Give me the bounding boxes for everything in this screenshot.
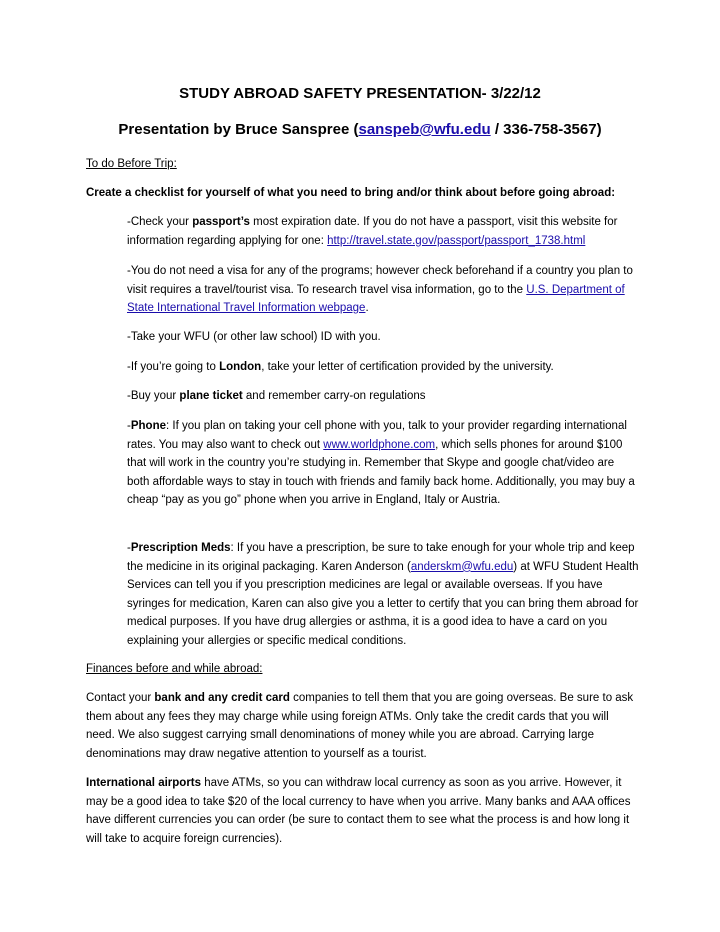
phone-text-2: , which sells phones for around $100 that will work in the country you’re studying in. Remember that Skype and google chat/video are both affordable ways to stay in touch with friends and family back home. Additionally, you may buy a cheap “pay as you go” phone when you arrive in England, Italy or Austria. <box>127 438 635 507</box>
phone-bold: Phone <box>130 420 166 432</box>
id-item: -Take your WFU (or other law school) ID with you. <box>127 331 381 343</box>
checklist-intro-text: Create a checklist for yourself of what you need to bring and/or think about before going abroad: <box>86 187 616 199</box>
meds-text-2: ) at WFU Student Health Services can tell you if you prescription medicines are legal or available overseas. If you have syringes for medication, Karen can also give you a letter to certify that you can bring them abroad for medical purposes. If you have drug allergies or asthma, it is a good idea to have a card on you explaining your allergies or specific medical conditions. <box>127 560 639 647</box>
banks-paragraph <box>86 689 638 763</box>
karen-email-link[interactable]: anderskm@wfu.edu <box>410 560 514 573</box>
phone-text-1: : If you plan on taking your cell phone with you, talk to your provider regarding international rates. You may also want to check out <box>127 420 627 451</box>
ticket-bold: plane ticket <box>179 390 243 402</box>
presenter-line <box>0 121 720 138</box>
phone-pre: - <box>127 420 131 432</box>
banks-post: companies to tell them that you are going overseas. Be sure to ask them about any fees they may charge while using foreign ATMs. Only take the credit cards that you will need. We also suggest carrying small denominations of money while you are abroad. Carrying large denominations may draw negative attention to yourself as a tourist. <box>86 692 634 760</box>
state-dept-link[interactable]: U.S. Department of State International Travel Information webpage <box>127 283 625 315</box>
airports-bold: International airports <box>86 777 202 789</box>
visa-pre: -You do not need a visa for any of the programs; however check beforehand if a country you plan to visit requires a travel/tourist visa. To research travel visa information, go to the <box>127 265 633 296</box>
ticket-post: and remember carry-on regulations <box>242 390 426 402</box>
visa-post: . <box>365 302 369 315</box>
finances-heading: Finances before and while abroad: <box>86 663 263 675</box>
presenter-suffix: / 336-758-3567) <box>490 121 602 138</box>
passport-post: most expiration date. If you do not have a passport, visit this website for information regarding applying for one: <box>127 216 618 247</box>
meds-text-1: : If you have a prescription, be sure to take enough for your whole trip and keep the medicine in its original packaging. Karen Anderson ( <box>127 542 635 573</box>
passport-bold: passport’s <box>192 216 250 228</box>
before-trip-heading: To do Before Trip: <box>86 158 177 170</box>
banks-bold: bank and any credit card <box>154 692 290 704</box>
airports-post: have ATMs, so you can withdraw local currency as soon as you arrive. However, it may be a good idea to take $20 of the local currency to have when you arrive. Many banks and AAA offices have different currencies you can order (be sure to contact them to see what the process is and how long it will take to acquire foreign currencies). <box>86 777 631 845</box>
passport-link[interactable]: http://travel.state.gov/passport/passport_1738.html <box>327 234 586 247</box>
meds-item <box>127 539 639 651</box>
visa-item <box>127 262 639 318</box>
worldphone-link[interactable]: www.worldphone.com <box>323 438 436 451</box>
london-pre: -If you’re going to <box>127 361 220 373</box>
passport-item <box>127 213 639 250</box>
banks-pre: Contact your <box>86 692 155 704</box>
ticket-item <box>127 387 639 406</box>
london-post: , take your letter of certification provided by the university. <box>261 361 554 373</box>
meds-pre: - <box>127 542 131 554</box>
london-bold: London <box>219 361 262 373</box>
page-title: STUDY ABROAD SAFETY PRESENTATION- 3/22/12 <box>179 85 541 102</box>
presenter-prefix: Presentation by Bruce Sanspree ( <box>118 121 359 138</box>
phone-item <box>127 417 639 510</box>
checklist-intro <box>86 184 638 203</box>
airports-paragraph <box>86 774 638 848</box>
passport-pre: -Check your <box>127 216 193 228</box>
presenter-email-link[interactable]: sanspeb@wfu.edu <box>358 121 491 138</box>
london-item <box>127 358 639 377</box>
ticket-pre: -Buy your <box>127 390 180 402</box>
meds-bold: Prescription Meds <box>130 542 231 554</box>
